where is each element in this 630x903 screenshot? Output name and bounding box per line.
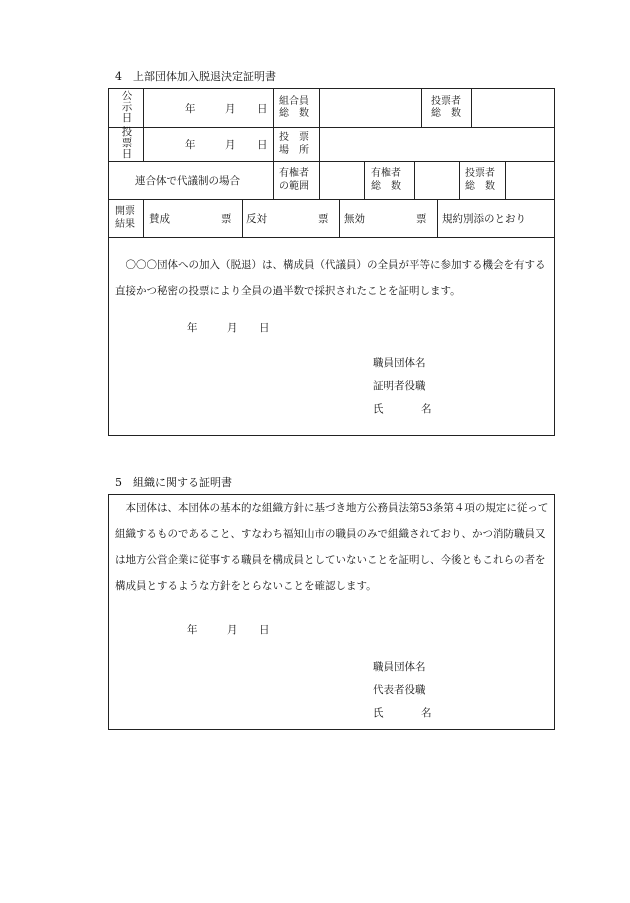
section4-body: 〇〇〇団体への加入（脱退）は、構成員（代議員）の全員が平等に参加する機会を有する直接かつ秘密の投票により全員の過半数で採択されたことを証明します。: [115, 259, 546, 297]
certify-day: 日: [259, 322, 270, 334]
result-label-a: 開票: [115, 206, 135, 217]
rule-reference: 規約別添のとおり: [442, 213, 526, 225]
voters-total-label-b: 総 数: [431, 108, 461, 119]
eligible-range-label-a: 有権者: [279, 168, 309, 179]
koji-month: 月: [225, 103, 236, 115]
vote-date-label: 投票日: [121, 126, 133, 160]
federation-voters-label-b: 総 数: [465, 181, 495, 192]
section4-heading: 4 上部団体加入脱退決定証明書: [115, 70, 276, 83]
section5-body: 本団体は、本団体の基本的な組織方針に基づき地方公務員法第53条第４項の規定に従って組織するものであること、すなわち福知山市の職員のみで組織されており、かつ消防職員又は地方公営企業に従事する職員を構成員としていないことを証明し、今後ともこれらの者を構成員とするような方針をとらないことを確認します。: [115, 502, 549, 592]
eligible-total-label-a: 有権者: [371, 168, 401, 179]
yes-unit: 票: [221, 213, 232, 225]
certifier-role-label: 証明者役職: [373, 380, 426, 392]
vote-place-label-b: 場 所: [279, 145, 309, 156]
org-name-label: 職員団体名: [373, 661, 426, 673]
no-unit: 票: [318, 213, 329, 225]
section5-form: [108, 494, 555, 730]
invalid-unit: 票: [416, 213, 427, 225]
vote-place-label-a: 投 票: [279, 132, 309, 143]
certify-year: 年: [187, 322, 198, 334]
name-label-b: 名: [421, 403, 432, 415]
koji-year: 年: [185, 103, 196, 115]
name-label-a: 氏: [373, 707, 384, 719]
name-label-a: 氏: [373, 403, 384, 415]
certify-month: 月: [227, 322, 238, 334]
organization-month: 月: [227, 624, 238, 636]
koji-day: 日: [257, 103, 268, 115]
vote-month: 月: [225, 139, 236, 151]
yes-label: 賛成: [149, 213, 170, 225]
eligible-range-label-b: の範囲: [279, 181, 309, 192]
federation-label: 連合体で代議制の場合: [135, 175, 240, 187]
invalid-label: 無効: [344, 213, 365, 225]
vote-day: 日: [257, 139, 268, 151]
federation-voters-label-a: 投票者: [465, 168, 495, 179]
representative-role-label: 代表者役職: [373, 684, 426, 696]
members-total-label-a: 組合員: [279, 96, 309, 107]
section5-heading: 5 組織に関する証明書: [115, 476, 232, 489]
section4-form: [108, 88, 555, 436]
koji-date-label: 公示日: [121, 90, 133, 124]
result-label-b: 結果: [115, 219, 135, 230]
vote-year: 年: [185, 139, 196, 151]
voters-total-label-a: 投票者: [431, 96, 461, 107]
organization-year: 年: [187, 624, 198, 636]
no-label: 反対: [246, 213, 267, 225]
members-total-label-b: 総 数: [279, 108, 309, 119]
org-name-label: 職員団体名: [373, 357, 426, 369]
eligible-total-label-b: 総 数: [371, 181, 401, 192]
name-label-b: 名: [421, 707, 432, 719]
organization-day: 日: [259, 624, 270, 636]
